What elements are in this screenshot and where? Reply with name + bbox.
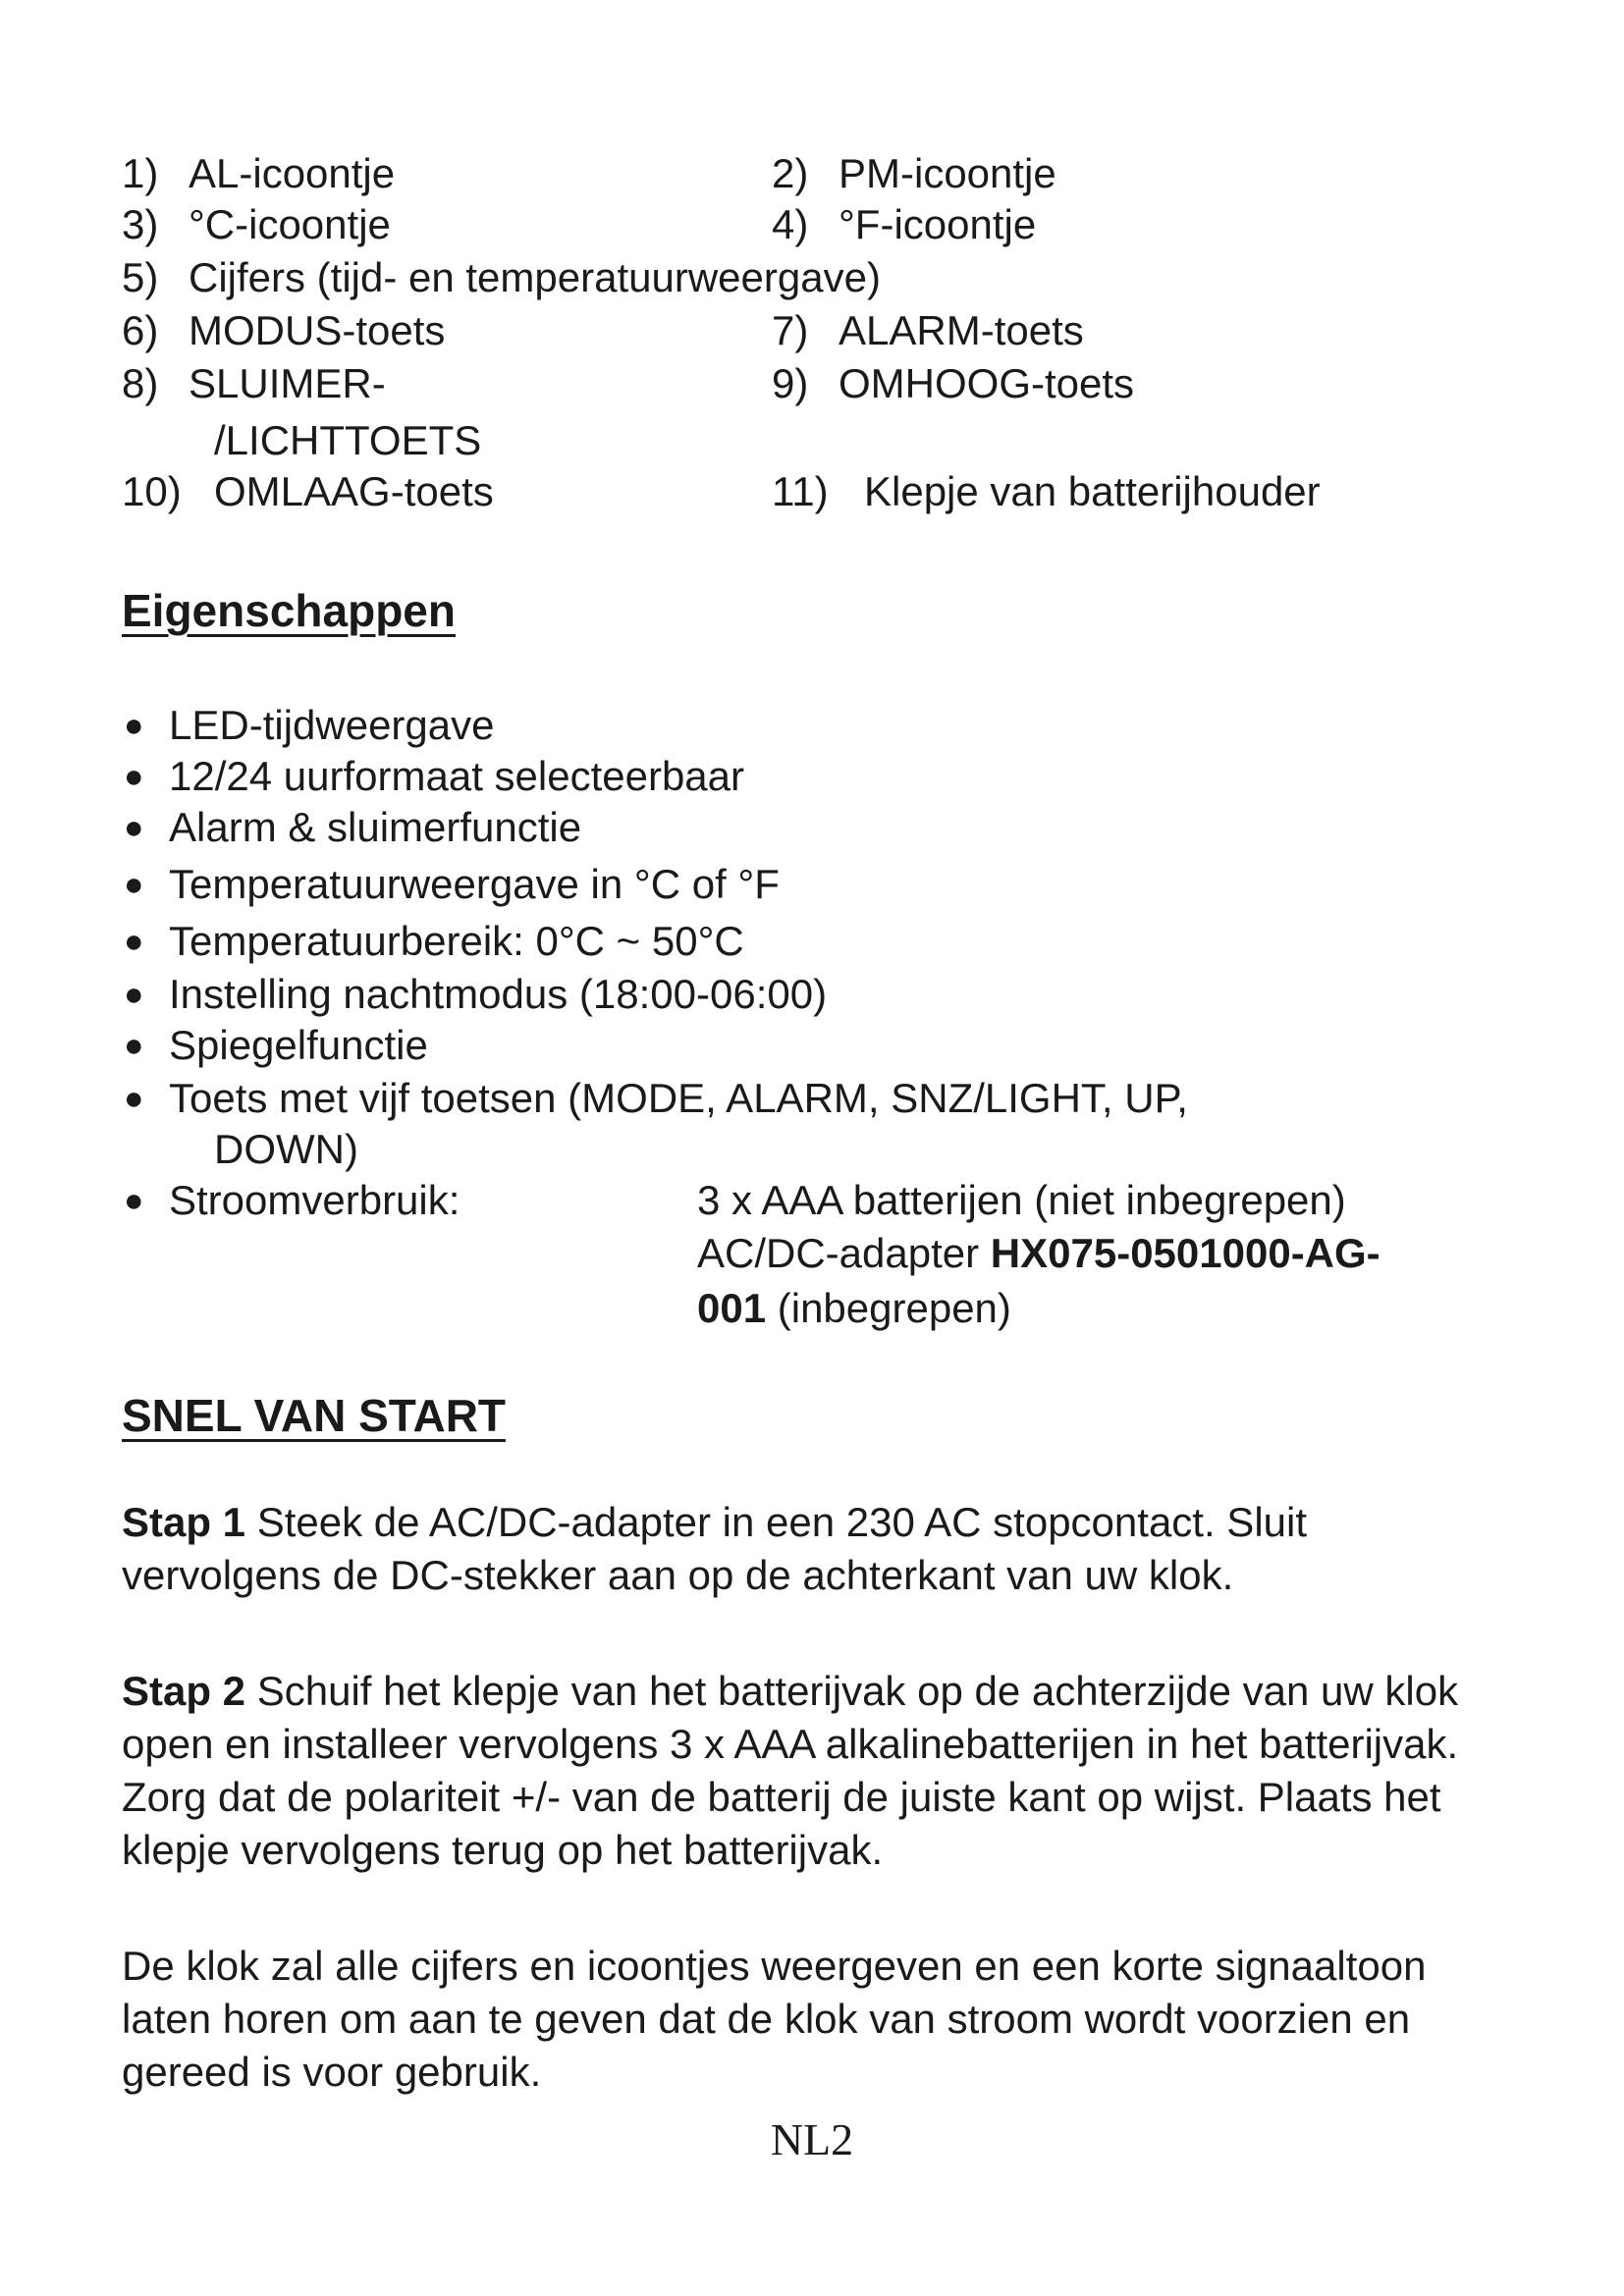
power-spec-line-3: 001 (inbegrepen): [697, 1285, 1011, 1331]
power-spec-line-2: AC/DC-adapter HX075-0501000-AG-: [697, 1230, 1380, 1276]
step-2-label: Stap 2: [122, 1668, 246, 1714]
bullet-icon: ●: [124, 976, 144, 1013]
part-item-7: 7) ALARM-toets: [772, 307, 1084, 353]
bullet-icon: ●: [124, 923, 144, 960]
feature-item: LED-tijdweergave: [169, 702, 495, 748]
adapter-model: HX075-0501000-AG-: [990, 1230, 1380, 1276]
part-item-8: 8) SLUIMER-: [122, 360, 386, 406]
bullet-icon: ●: [124, 1182, 144, 1219]
part-item-10: 10) OMLAAG-toets: [122, 468, 494, 514]
part-item-3: 3) °C-icoontje: [122, 201, 391, 247]
step-1-paragraph: Stap 1 Steek de AC/DC-adapter in een 230 AC stopcontact. Sluit vervolgens de DC-stekker aan op de achterkant van uw klok.: [122, 1499, 1308, 1598]
power-spec-line-1: 3 x AAA batterijen (niet inbegrepen): [697, 1177, 1346, 1223]
part-item-5: 5) Cijfers (tijd- en temperatuurweergave): [122, 254, 881, 300]
part-item-11: 11) Klepje van batterijhouder: [772, 468, 1321, 514]
feature-item: Temperatuurbereik: 0°C ~ 50°C: [169, 918, 744, 964]
feature-item: Temperatuurweergave in °C of °F: [169, 861, 780, 907]
step-2-paragraph: Stap 2 Schuif het klepje van het batterijvak op de achterzijde van uw klok open en installeer vervolgens 3 x AAA alkalinebatterijen in het batterijvak. Zorg dat de polariteit +/- van de batterij de juiste kant op wijst. Plaats het klepje vervolgens terug op het batterijvak.: [122, 1668, 1459, 1873]
bullet-icon: ●: [124, 866, 144, 903]
feature-item: Toets met vijf toetsen (MODE, ALARM, SNZ/LIGHT, UP,: [169, 1075, 1188, 1121]
feature-item: Stroomverbruik:: [169, 1177, 460, 1223]
part-item-4: 4) °F-icoontje: [772, 201, 1037, 247]
feature-item: Spiegelfunctie: [169, 1022, 428, 1068]
bullet-icon: ●: [124, 1080, 144, 1117]
part-item-2: 2) PM-icoontje: [772, 150, 1056, 196]
page-number: NL2: [770, 2114, 854, 2164]
part-item-6: 6) MODUS-toets: [122, 307, 446, 353]
bullet-icon: ●: [124, 1027, 144, 1064]
feature-item-continued: DOWN): [214, 1126, 358, 1172]
feature-item: Instelling nachtmodus (18:00-06:00): [169, 971, 828, 1017]
bullet-icon: ●: [124, 809, 144, 846]
feature-item: 12/24 uurformaat selecteerbaar: [169, 753, 745, 799]
feature-item: Alarm & sluimerfunctie: [169, 804, 582, 850]
quickstart-heading: SNEL VAN START: [122, 1390, 507, 1441]
features-heading: Eigenschappen: [122, 585, 456, 636]
bullet-icon: ●: [124, 758, 144, 795]
bullet-icon: ●: [124, 707, 144, 744]
closing-paragraph: De klok zal alle cijfers en icoontjes weergeven en een korte signaaltoon laten horen om aan te geven dat de klok van stroom wordt voorzien en gereed is voor gebruik.: [122, 1943, 1427, 2095]
part-item-1: 1) AL-icoontje: [122, 150, 396, 196]
part-item-9: 9) OMHOOG-toets: [772, 360, 1135, 406]
adapter-model-suffix: 001: [697, 1285, 767, 1331]
step-1-label: Stap 1: [122, 1499, 246, 1545]
part-item-8-continued: /LICHTTOETS: [214, 417, 482, 463]
